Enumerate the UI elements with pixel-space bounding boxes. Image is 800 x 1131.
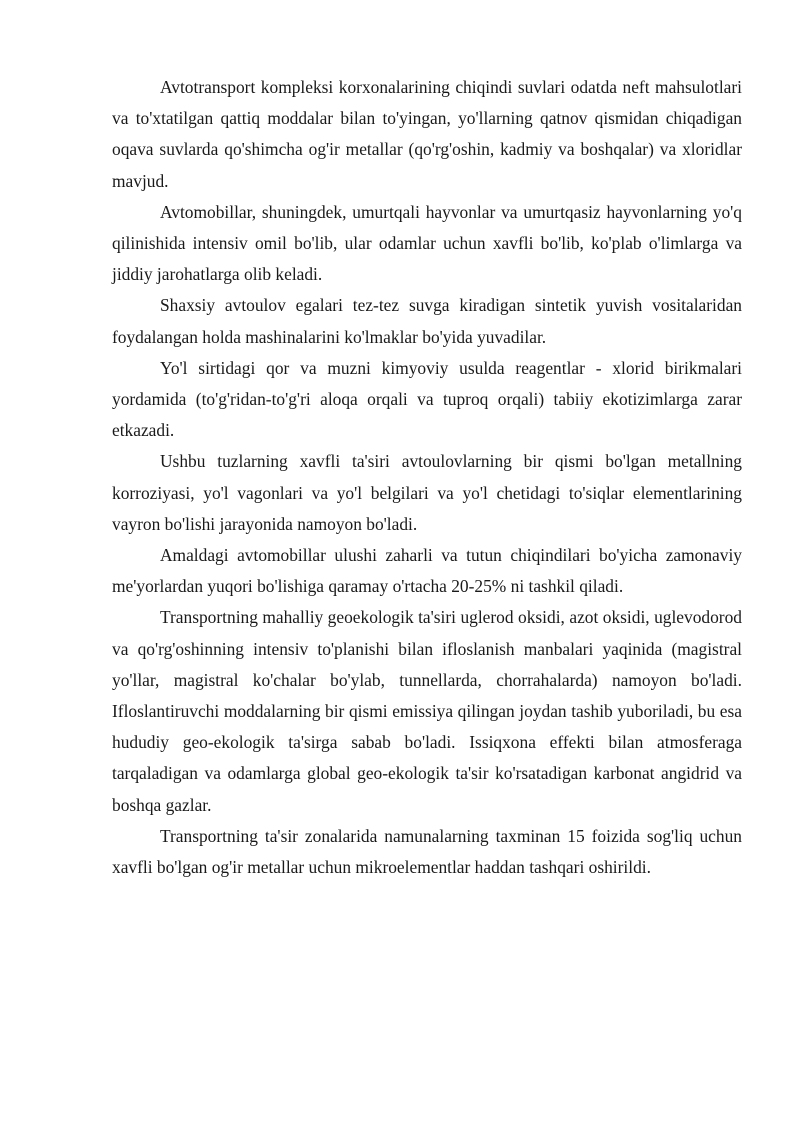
paragraph: Ushbu tuzlarning xavfli ta'siri avtoulovlarning bir qismi bo'lgan metallning korroziyasi, yo'l vagonlari va yo'l belgilari va yo'l chetidagi to'siqlar elementlarining vayron bo'lishi jarayonida namoyon bo'ladi. [112, 451, 742, 534]
paragraph: Yo'l sirtidagi qor va muzni kimyoviy usulda reagentlar - xlorid birikmalari yordamida (to'g'ridan-to'g'ri aloqa orqali va tuproq orqali) tabiiy ekotizimlarga zarar etkazadi. [112, 357, 742, 441]
paragraph: Avtotransport kompleksi korxonalarining chiqindi suvlari odatda neft mahsulotlari va to'xtatilgan qattiq moddalar bilan to'yingan, yo'llarning qatnov qismidan chiqadigan oqava suvlarda qo'shimcha og'ir metallar (qo'rg'oshin, kadmiy va boshqalar) va xloridlar mavjud. [112, 77, 742, 191]
document-body [112, 72, 742, 883]
paragraph: Avtomobillar, shuningdek, umurtqali hayvonlar va umurtqasiz hayvonlarning yo'q qilinishida intensiv omil bo'lib, ular odamlar uchun xavfli bo'lib, ko'plab o'limlarga va jiddiy jarohatlarga olib keladi. [112, 201, 742, 285]
paragraph: Transportning ta'sir zonalarida namunalarning taxminan 15 foizida sog'liq uchun xavfli bo'lgan og'ir metallar uchun mikroelementlar haddan tashqari oshirildi. [112, 825, 742, 878]
paragraph: Transportning mahalliy geoekologik ta'siri uglerod oksidi, azot oksidi, uglevodorod va qo'rg'oshinning intensiv to'planishi bilan ifloslanish manbalari yaqinida (magistral yo'llar, magistral ko'chalar bo'ylab, tunnellarda, chorrahalarda) namoyon bo'ladi. Ifloslantiruvchi moddalarning bir qismi emissiya qilingan joydan tashib yuboriladi, bu esa hududiy geo-ekologik ta'sirga sabab bo'ladi. Issiqxona effekti bilan atmosferaga tarqaladigan va odamlarga global geo-ekologik ta'sir ko'rsatadigan karbonat angidrid va boshqa gazlar. [112, 607, 742, 815]
paragraph: Shaxsiy avtoulov egalari tez-tez suvga kiradigan sintetik yuvish vositalaridan foydalangan holda mashinalarini ko'lmaklar bo'yida yuvadilar. [112, 295, 742, 347]
paragraph: Amaldagi avtomobillar ulushi zaharli va tutun chiqindilari bo'yicha zamonaviy me'yorlardan yuqori bo'lishiga qaramay o'rtacha 20-25% ni tashkil qiladi. [112, 545, 742, 597]
